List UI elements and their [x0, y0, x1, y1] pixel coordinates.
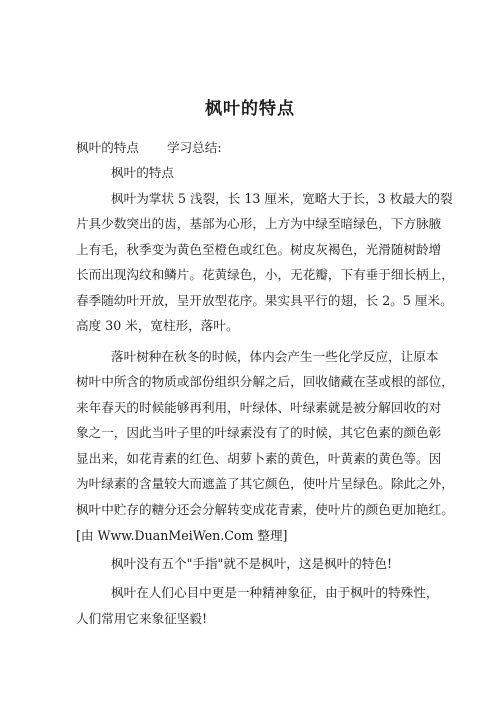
page-title: 枫叶的特点 — [205, 99, 295, 119]
paragraph1-line: 上有毛，秋季变为黄色至橙色或红色。树皮灰褐色，光滑随树龄增 — [76, 242, 442, 257]
paragraph2-line: 为叶绿素的含量较大而遮盖了其它颜色，使叶片呈绿色。除此之外， — [76, 476, 454, 491]
paragraph2-line: 显出来，如花青素的红色、胡萝卜素的黄色，叶黄素的黄色等。因 — [76, 451, 442, 466]
paragraph1-line: 高度 30 米，宽柱形，落叶。 — [76, 318, 239, 333]
paragraph4-line: 枫叶在人们心目中更是一种精神象征，由于枫叶的特殊性， — [111, 585, 439, 600]
source-note: [由 Www.DuanMeiWen.Com 整理] — [76, 528, 288, 543]
paragraph4-line: 人们常用它来象征坚毅! — [76, 611, 207, 626]
paragraph2-line: 枫叶中贮存的糖分还会分解转变成花青素，使叶片的颜色更加艳红。 — [76, 502, 454, 517]
paragraph2-line: 象之一，因此当叶子里的叶绿素没有了的时候，其它色素的颜色彰 — [76, 425, 442, 440]
paragraph2-line: 落叶树种在秋冬的时候，体内会产生一些化学反应，让原本 — [111, 349, 439, 364]
subheading: 枫叶的特点 — [111, 165, 174, 180]
paragraph2-line: 来年春天的时候能够再利用，叶绿体、叶绿素就是被分解回收的对 — [76, 400, 442, 415]
paragraph2-line: 树叶中所含的物质或部份组织分解之后，回收储藏在茎或根的部位， — [76, 374, 454, 389]
paragraph1-line: 枫叶为掌状 5 浅裂，长 13 厘米，宽略大于长，3 枚最大的裂 — [111, 191, 453, 206]
header-topic: 枫叶的特点 — [76, 140, 139, 155]
paragraph1-line: 春季随幼叶开放，呈开放型花序。果实具平行的翅，长 2。5 厘米。 — [76, 293, 453, 308]
paragraph1-line: 长而出现沟纹和鳞片。花黄绿色，小，无花瓣，下有垂于细长柄上， — [76, 267, 454, 282]
header-label: 学习总结: — [166, 140, 222, 155]
paragraph3-line: 枫叶没有五个"手指"就不是枫叶，这是枫叶的特色! — [111, 556, 393, 571]
paragraph1-line: 片具少数突出的齿，基部为心形，上方为中绿至暗绿色，下方脉腋 — [76, 216, 442, 231]
header-line — [76, 140, 438, 156]
